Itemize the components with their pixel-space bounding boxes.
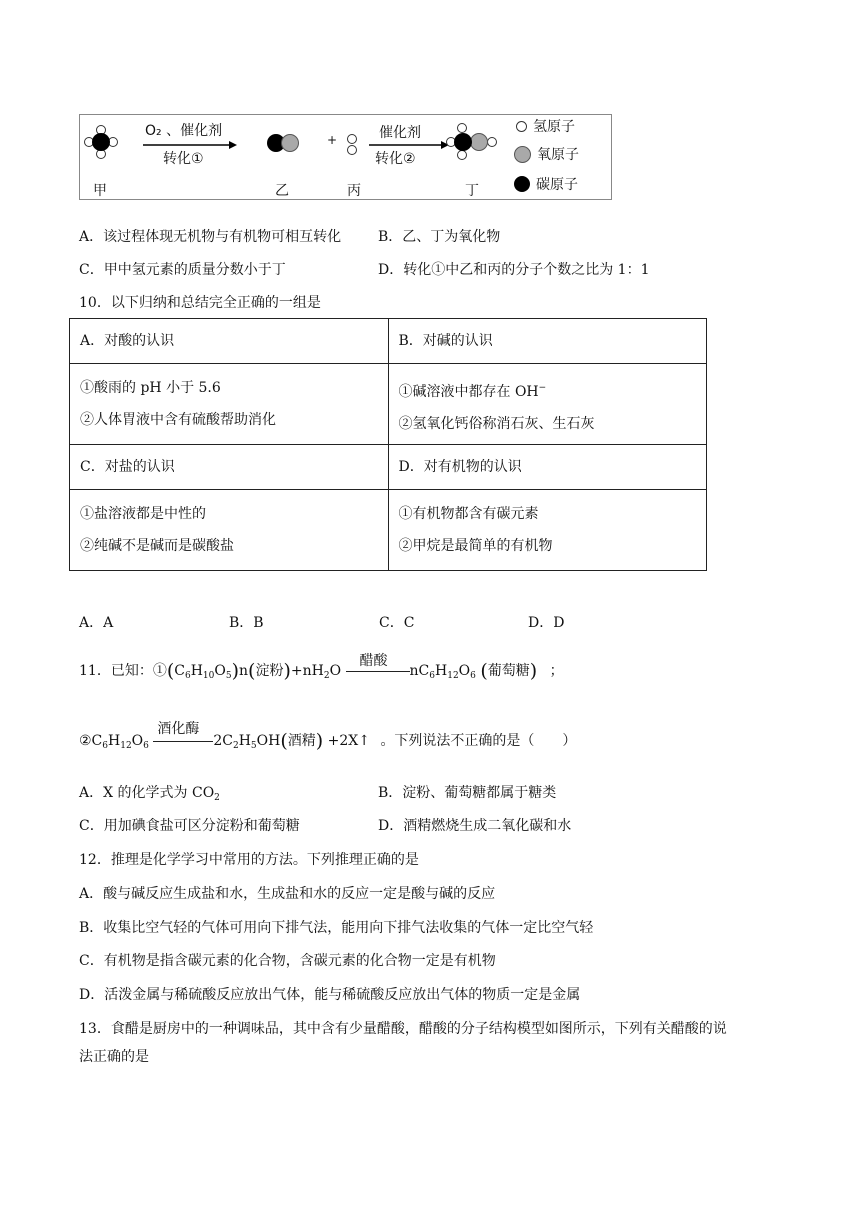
legend-oxygen: 氧原子 (514, 144, 579, 164)
d-item-2: ②甲烷是最简单的有机物 (398, 538, 553, 554)
q12-option-d: D．活泼金属与稀硫酸反应放出气体，能与稀硫酸反应放出气体的物质一定是金属 (79, 987, 581, 1003)
a-item-2: ②人体胃液中含有硫酸帮助消化 (80, 412, 276, 428)
c-item-1: ①盐溶液都是中性的 (80, 506, 206, 522)
q10-option-c: C．C (379, 615, 415, 631)
q10-table (69, 318, 707, 571)
q13-stem-line1: 13．食醋是厨房中的一种调味品，其中含有少量醋酸，醋酸的分子结构模型如图所示，下列有关醋酸的说 (79, 1021, 727, 1037)
molecule-ding (447, 124, 497, 160)
q9-option-b: B．乙、丁为氧化物 (378, 229, 501, 245)
molecule-yi (267, 134, 299, 152)
q9-option-a: A．该过程体现无机物与有机物可相互转化 (79, 229, 342, 245)
b-item-2: ②氢氧化钙俗称消石灰、生石灰 (398, 416, 595, 432)
table-cell-c-head: C．对盐的认识 (70, 445, 389, 490)
arrow2-bottom-label: 转化② (375, 151, 416, 167)
table-cell-d-body (388, 490, 707, 571)
legend-hydrogen: 氢原子 (516, 116, 575, 136)
q13-stem-line2: 法正确的是 (79, 1049, 149, 1065)
table-cell-a-head: A．对酸的认识 (70, 319, 389, 364)
reaction1-arrow (346, 653, 410, 678)
q11-option-a: A．X 的化学式为 $CO_2$ (79, 785, 220, 803)
label-ding: 丁 (465, 183, 479, 199)
plus-sign: + (327, 133, 338, 147)
q11-reaction-1: 11．已知：$①(C_6H_{10}O_5)n$(淀粉)$+nH_2O$ 醋酸 $nC_6H_{12}O_6$ (葡萄糖) ； (79, 660, 564, 682)
arrow1-top-label: O₂ 、催化剂 (145, 123, 223, 139)
c-item-2: ②纯碱不是碱而是碳酸盐 (80, 538, 234, 554)
reaction2-arrow (153, 721, 213, 748)
reaction-diagram (79, 114, 612, 200)
d-item-1: ①有机物都含有碳元素 (398, 506, 539, 522)
arrow2-top-label: 催化剂 (379, 125, 421, 141)
q10-option-a: A．A (79, 615, 114, 631)
q11-option-b: B．淀粉、葡萄糖都属于糖类 (378, 785, 557, 801)
table-cell-d-head: D．对有机物的认识 (388, 445, 707, 490)
table-cell-c-body (70, 490, 389, 571)
q12-option-c: C．有机物是指含碳元素的化合物，含碳元素的化合物一定是有机物 (79, 953, 496, 969)
q9-option-c: C．甲中氢元素的质量分数小于丁 (79, 262, 286, 278)
reaction1-condition: 醋酸 (359, 653, 388, 669)
label-bing: 丙 (347, 183, 361, 199)
table-cell-b-body (388, 364, 707, 445)
molecule-bing (348, 135, 357, 155)
q11-reaction-2: $②C_6H_{12}O_6$ 酒化酶 $2C_2H_5OH$(酒精) +2X↑ 。下列说法不正确的是（ ） (79, 730, 576, 752)
hydrogen-atom-icon (516, 121, 527, 132)
carbon-atom-icon (514, 176, 530, 192)
table-cell-b-head: B．对碱的认识 (388, 319, 707, 364)
label-yi: 乙 (275, 183, 289, 199)
q12-option-a: A．酸与碱反应生成盐和水，生成盐和水的反应一定是酸与碱的反应 (79, 886, 496, 902)
table-cell-a-body (70, 364, 389, 445)
q10-option-b: B．B (229, 615, 264, 631)
reaction2-condition: 酒化酶 (157, 721, 200, 737)
q12-option-b: B．收集比空气轻的气体可用向下排气法，能用向下排气法收集的气体一定比空气轻 (79, 920, 594, 936)
label-jia: 甲 (93, 183, 107, 199)
b-item-1: ①碱溶液中都存在 OH− (398, 383, 547, 400)
a-item-1: ①酸雨的 pH 小于 5.6 (80, 380, 221, 396)
arrow1-bottom-label: 转化① (163, 151, 204, 167)
q11-option-d: D．酒精燃烧生成二氧化碳和水 (378, 818, 572, 834)
q9-option-d: D．转化①中乙和丙的分子个数之比为 1：1 (378, 262, 650, 278)
q10-stem: 10．以下归纳和总结完全正确的一组是 (79, 295, 321, 311)
q12-stem: 12．推理是化学学习中常用的方法。下列推理正确的是 (79, 852, 419, 868)
legend-carbon: 碳原子 (514, 174, 578, 194)
q10-option-d: D．D (528, 615, 565, 631)
oxygen-atom-icon (514, 146, 531, 163)
molecule-jia (85, 126, 118, 159)
q11-option-c: C．用加碘食盐可区分淀粉和葡萄糖 (79, 818, 300, 834)
